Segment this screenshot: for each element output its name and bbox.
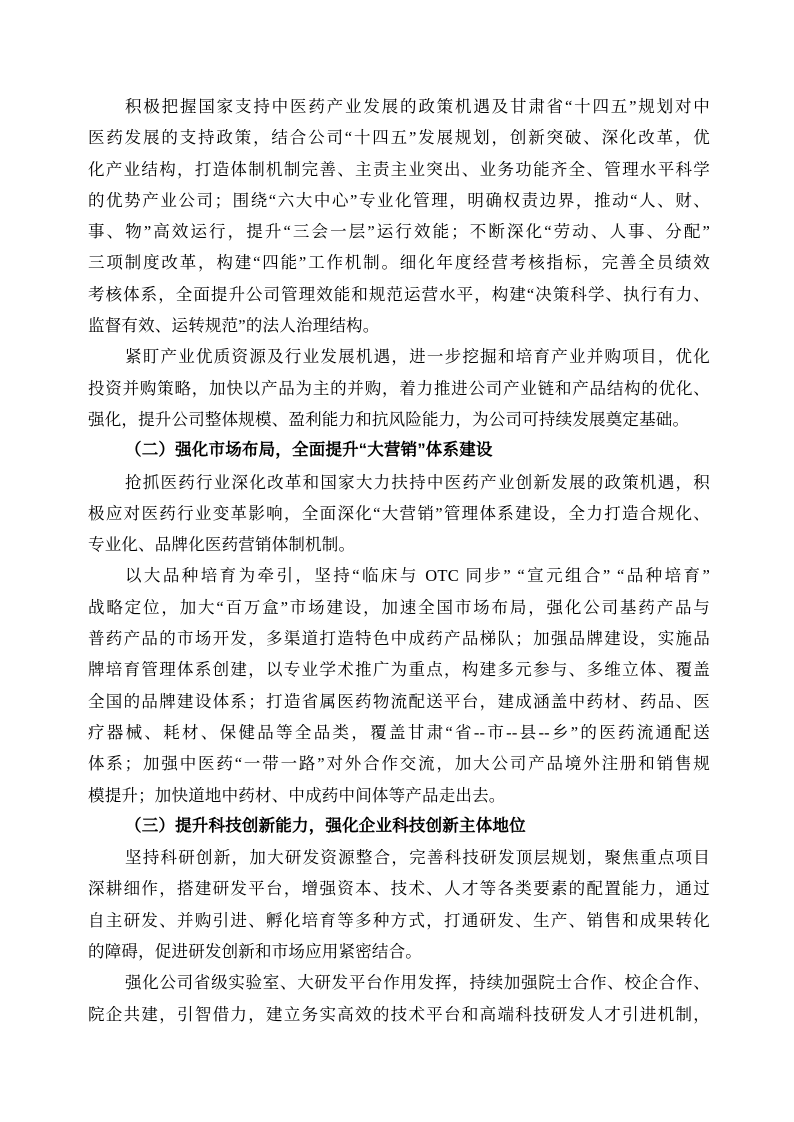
text-line: 疗器械、耗材、保健品等全品类，覆盖甘肃“省--市--县--乡”的医药流通配送 [88,722,710,742]
text-line: 自主研发、并购引进、孵化培育等多种方式，打通研发、生产、销售和成果转化 [88,910,710,930]
paragraph-3 [88,467,710,561]
paragraph-5 [88,842,710,967]
text-line: 监督有效、运转规范”的法人治理结构。 [88,316,380,336]
text-line: 化产业结构，打造体制机制完善、主责主业突出、业务功能齐全、管理水平科学 [88,159,710,179]
text-line: 考核体系，全面提升公司管理效能和规范运营水平，构建“决策科学、执行有力、 [88,284,710,304]
text-line: 医药发展的支持政策，结合公司“十四五”发展规划，创新突破、深化改革，优 [88,128,710,148]
text-line: 强化公司省级实验室、大研发平台作用发挥，持续加强院士合作、校企合作、 [125,973,710,993]
section-heading-2: （二）强化市场布局，全面提升“大营销”体系建设 [125,441,493,460]
paragraph-4 [88,560,710,810]
text-line: 积极把握国家支持中医药产业发展的政策机遇及甘肃省“十四五”规划对中 [125,97,710,116]
text-line: 抢抓医药行业深化改革和国家大力扶持中医药产业创新发展的政策机遇，积 [125,472,710,492]
text-line: 极应对医药行业变革影响，全面深化“大营销”管理体系建设，全力打造合规化、 [88,503,710,523]
paragraph-2 [88,341,710,435]
text-line: 坚持科研创新，加大研发资源整合，完善科技研发顶层规划，聚焦重点项目 [125,848,710,868]
paragraph-1 [88,91,710,341]
text-line: 牌培育管理体系创建，以专业学术推广为重点，构建多元参与、多维立体、覆盖 [88,660,710,680]
section-heading-3: （三）提升科技创新能力，强化企业科技创新主体地位 [125,816,526,835]
text-line: 的障碍，促进研发创新和市场应用紧密结合。 [88,942,422,962]
text-line: 强化，提升公司整体规模、盈利能力和抗风险能力，为公司可持续发展奠定基础。 [88,409,690,429]
text-line: 院企共建，引智借力，建立务实高效的技术平台和高端科技研发人才引进机制， [88,1004,710,1024]
text-line: 事、物”高效运行，提升“三会一层”运行效能；不断深化“劳动、人事、分配” [88,222,710,242]
text-line: 深耕细作，搭建研发平台，增强资本、技术、人才等各类要素的配置能力，通过 [88,879,710,899]
text-line: 普药产品的市场开发，多渠道打造特色中成药产品梯队；加强品牌建设，实施品 [88,629,710,649]
text-line: 以大品种培育为牵引，坚持“临床与 OTC 同步” “宣元组合” “品种培育” [125,566,710,586]
text-line: 紧盯产业优质资源及行业发展机遇，进一步挖掘和培育产业并购项目，优化 [125,347,710,367]
text-line: 的优势产业公司；围绕“六大中心”专业化管理，明确权责边界，推动“人、财、 [88,190,710,210]
text-line: 模提升；加快道地中药材、中成药中间体等产品走出去。 [88,785,506,805]
text-line: 全国的品牌建设体系；打造省属医药物流配送平台，建成涵盖中药材、药品、医 [88,691,710,711]
paragraph-6 [88,967,710,1030]
text-line: 体系；加强中医药“一带一路”对外合作交流，加大公司产品境外注册和销售规 [88,754,710,774]
text-line: 战略定位，加大“百万盒”市场建设，加速全国市场布局，强化公司基药产品与 [88,597,710,617]
text-line: 投资并购策略，加快以产品为主的并购，着力推进公司产业链和产品结构的优化、 [88,378,710,398]
text-line: 三项制度改革，构建“四能”工作机制。细化年度经营考核指标，完善全员绩效 [88,253,710,273]
text-line: 专业化、品牌化医药营销体制机制。 [88,535,356,555]
